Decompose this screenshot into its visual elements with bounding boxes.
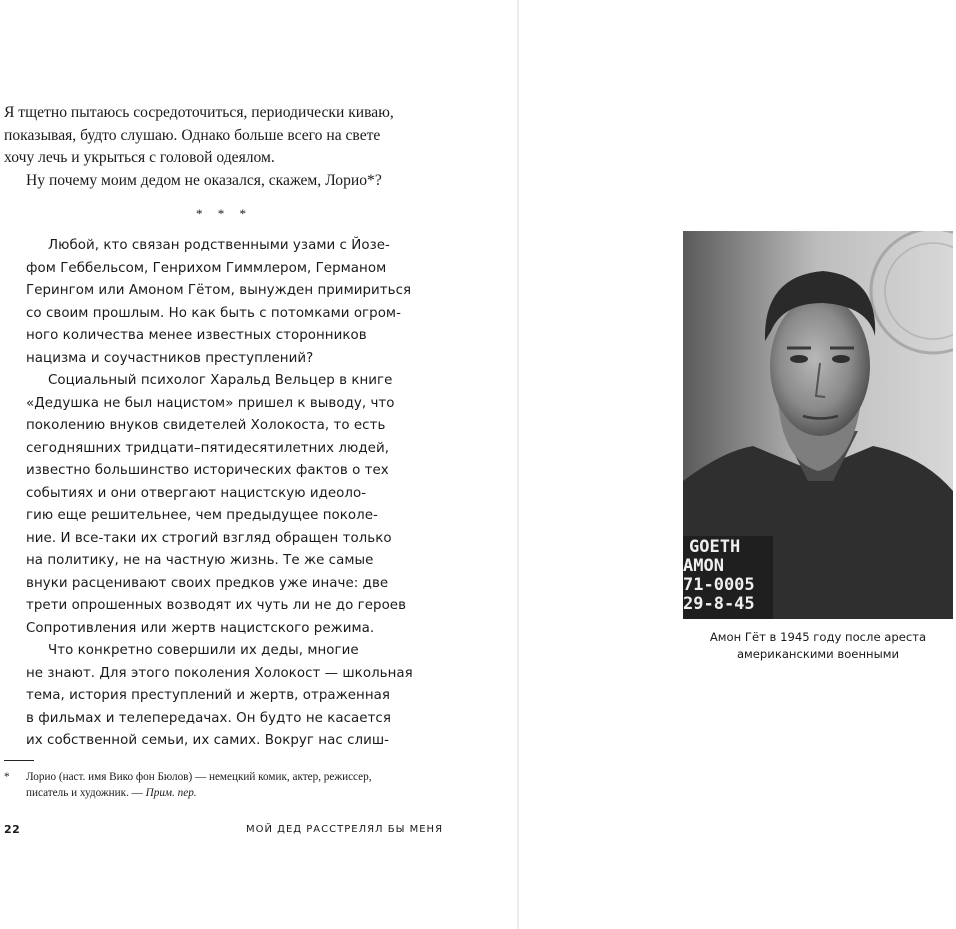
text-line: Любой, кто связан родственными узами с Йозе-	[48, 238, 390, 253]
translator-note: Прим. пер.	[145, 786, 197, 799]
board-line: AMON	[683, 556, 724, 576]
text-line: нацизма и соучастников преступлений?	[26, 350, 314, 366]
footnote-text: Лорио (наст. имя Вико фон Бюлов) — немецкий комик, актер, режиссер,	[26, 771, 372, 783]
running-head: МОЙ ДЕД РАССТРЕЛЯЛ БЫ МЕНЯ	[246, 824, 444, 835]
footnote-line	[4, 786, 444, 802]
name-board	[683, 538, 783, 614]
footnote-mark: *	[4, 771, 10, 783]
text-line: Сопротивления или жертв нацистского режима.	[26, 620, 375, 636]
text-line: событиях и они отвергают нацистскую идеоло-	[26, 485, 367, 501]
text-line: внуки расценивают своих предков уже иначе: две	[26, 575, 389, 591]
text-line: «Дедушка не был нацистом» пришел к выводу, что	[26, 395, 395, 411]
text-line: Я тщетно пытаюсь сосредоточиться, периодически киваю,	[4, 104, 394, 121]
text-line: трети опрошенных возводят их чуть ли не до героев	[26, 598, 407, 613]
text-line: ние. И все-таки их строгий взгляд обращен только	[26, 530, 392, 546]
text-line: известно большинство исторических фактов о тех	[26, 463, 389, 478]
text-line: Социальный психолог Харальд Вельцер в книге	[48, 373, 393, 388]
opening-text	[4, 102, 444, 192]
footnote-text: писатель и художник. —	[26, 786, 146, 799]
text-line: поколению внуков свидетелей Холокоста, то есть	[26, 418, 386, 433]
section-break: * * *	[196, 206, 252, 221]
text-line: не знают. Для этого поколения Холокост — школьная	[26, 665, 413, 681]
page-number: 22	[4, 823, 21, 836]
text-line: на политику, не на частную жизнь. Те же самые	[26, 553, 374, 568]
board-line: 71-0005	[683, 575, 755, 595]
text-line: их собственной семьи, их самих. Вокруг нас слиш-	[26, 733, 390, 748]
mugshot-photo	[683, 231, 953, 619]
text-line: показывая, будто слушаю. Однако больше всего на свете	[4, 126, 381, 144]
footnote-line	[4, 770, 444, 786]
board-line: GOETH	[689, 537, 741, 557]
footnote	[4, 770, 444, 801]
text-line: гию еще решительнее, чем предыдущее поколе-	[26, 508, 378, 523]
board-line: 29-8-45	[683, 594, 755, 614]
text-line: сегодняшних тридцати–пятидесятилетних людей,	[26, 440, 390, 456]
page-gutter	[517, 0, 519, 929]
text-line: Ну почему моим дедом не оказался, скажем, Лорио*?	[26, 171, 382, 189]
text-line: фом Геббельсом, Генрихом Гиммлером, Германом	[26, 260, 387, 276]
caption-line: Амон Гёт в 1945 году после ареста	[709, 630, 927, 644]
body-text	[26, 235, 426, 753]
text-line: ного количества менее известных сторонников	[26, 328, 367, 343]
text-line: хочу лечь и укрыться с головой одеялом.	[4, 149, 275, 167]
text-line: в фильмах и телепередачах. Он будто не касается	[26, 710, 391, 726]
caption-line: американскими военными	[736, 647, 900, 661]
text-line: Герингом или Амоном Гётом, вынужден примириться	[26, 283, 412, 298]
text-line: со своим прошлым. Но как быть с потомками огром-	[26, 305, 401, 321]
photo-caption	[683, 629, 953, 663]
text-line: Что конкретно совершили их деды, многие	[48, 643, 359, 658]
text-line: тема, история преступлений и жертв, отраженная	[26, 688, 391, 703]
footnote-rule	[4, 760, 34, 761]
